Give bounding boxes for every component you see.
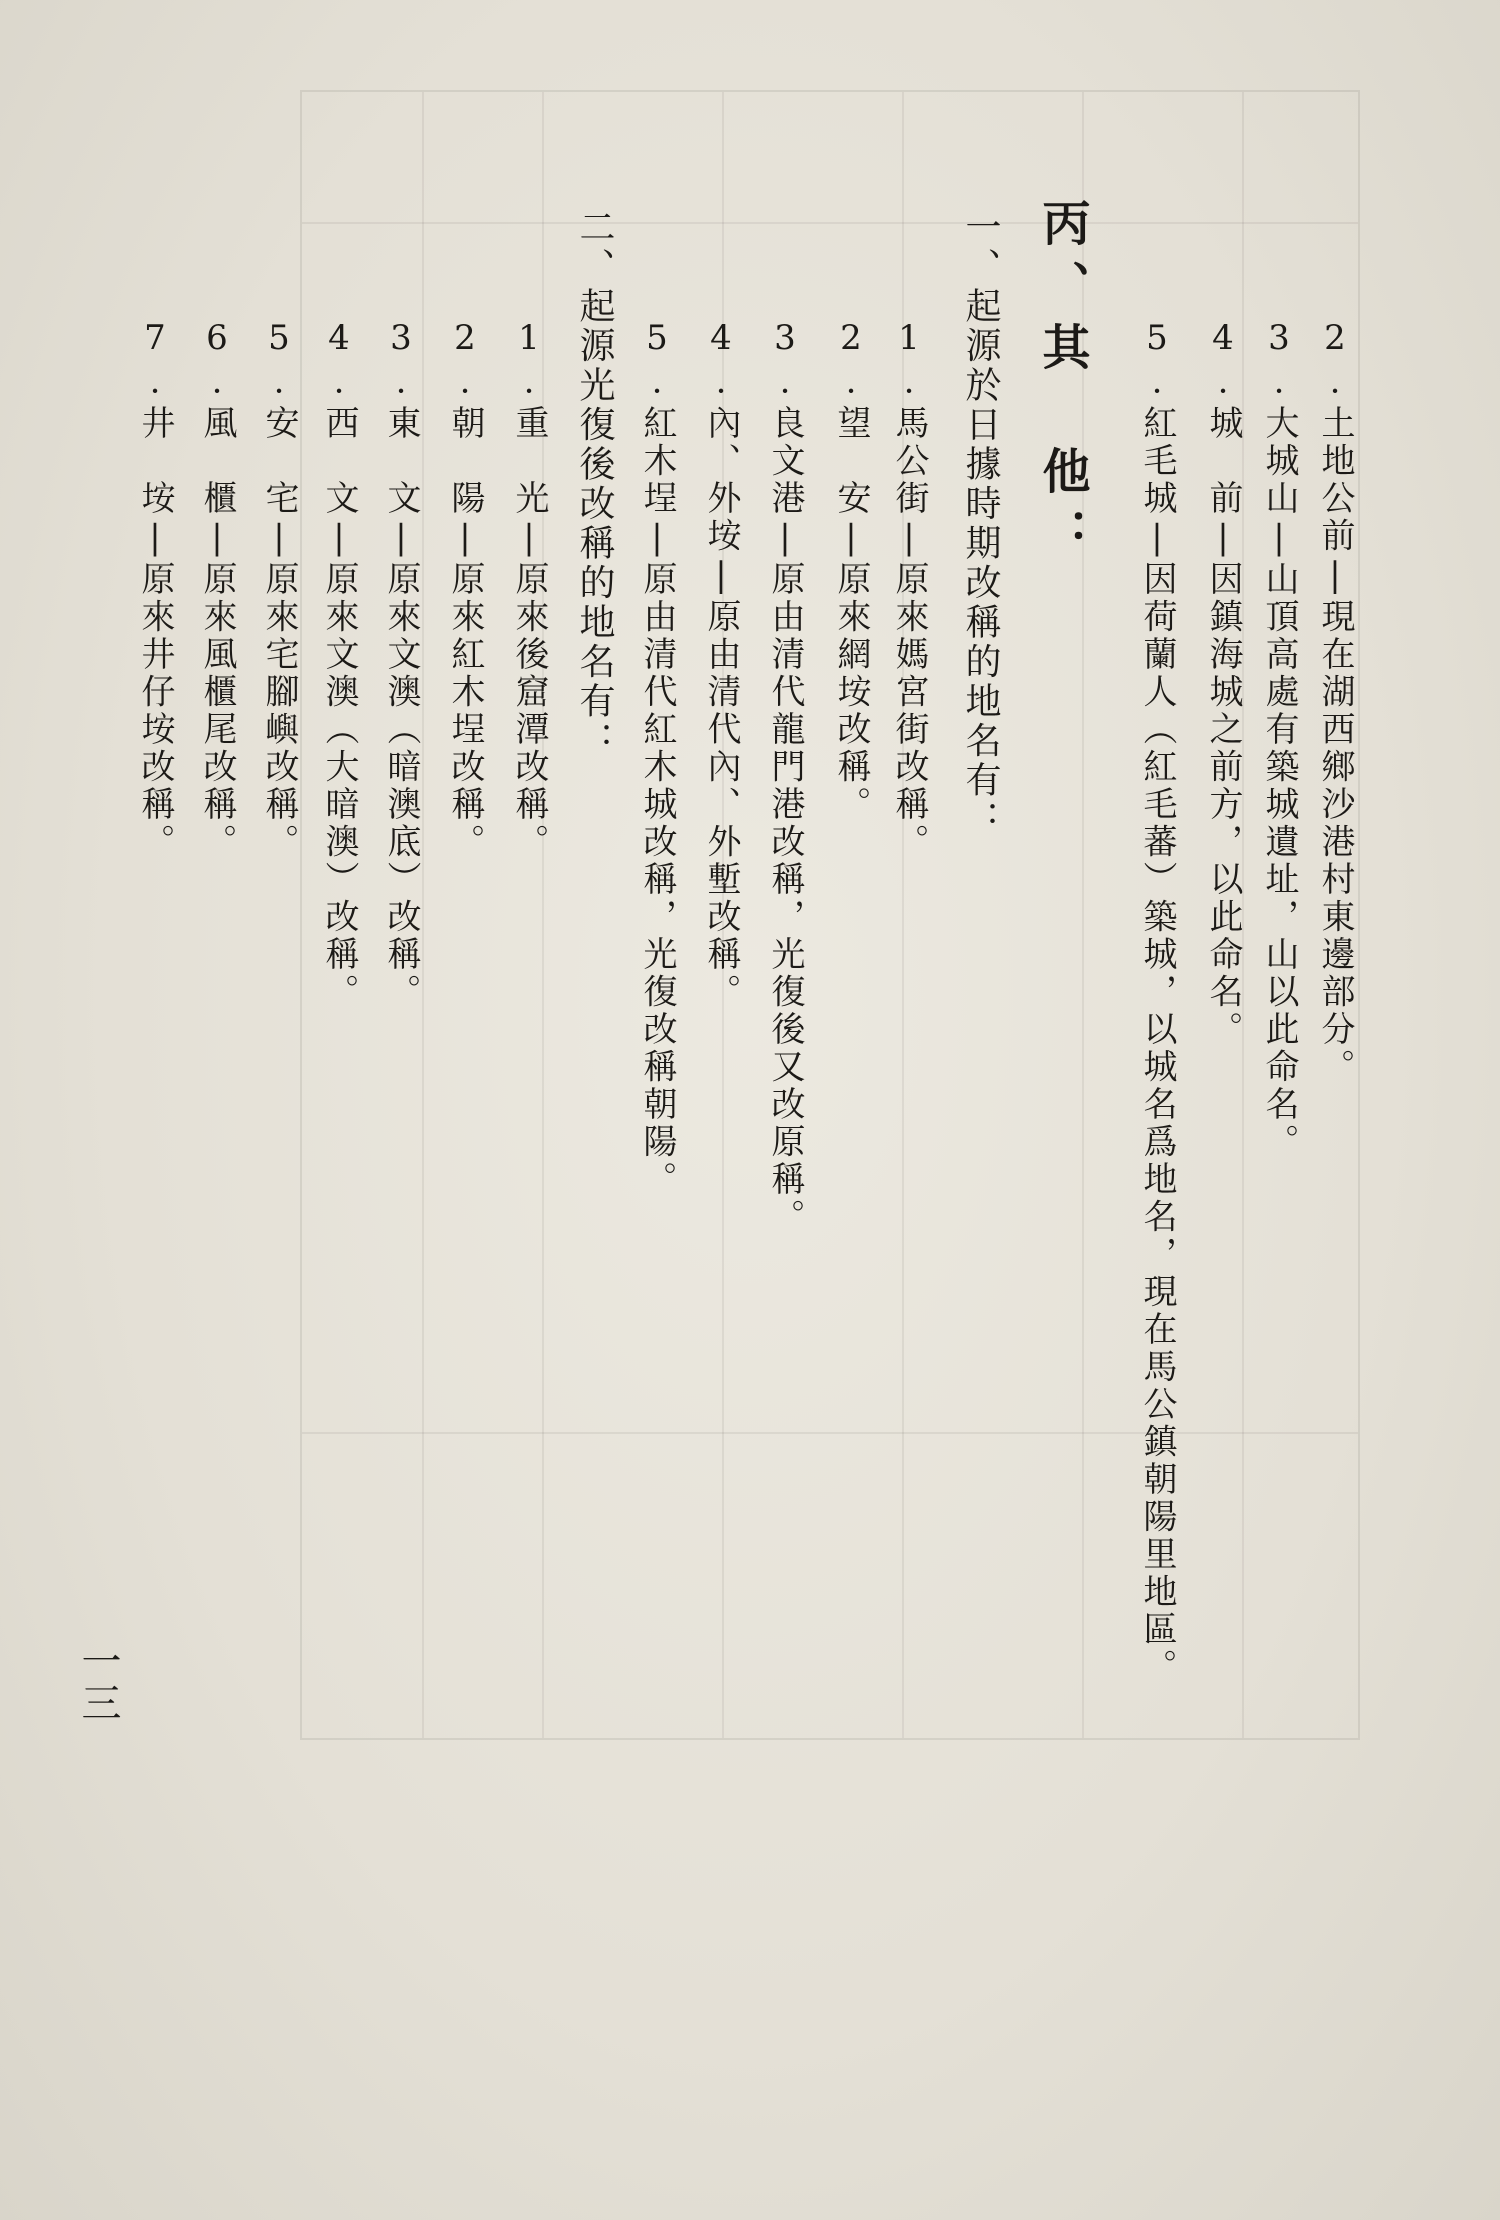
subsection-2-item-7: 7.井 垵|原來井仔垵改稱。 (135, 318, 175, 861)
subsection-1-item-5: 5.紅木埕|原由清代紅木城改稱，光復改稱朝陽。 (637, 318, 677, 1199)
section-heading: 丙、其 他： (1034, 198, 1090, 570)
continued-item-4: 4.城 前|因鎮海城之前方，以此命名。 (1203, 318, 1243, 1049)
continued-item-2: 2.土地公前|現在湖西鄉沙港村東邊部分。 (1315, 318, 1355, 1086)
subsection-1-title: 一、起源於日據時期改稱的地名有： (960, 208, 1001, 840)
subsection-1-item-2: 2.望 安|原來網垵改稱。 (831, 318, 871, 824)
subsection-1-item-1: 1.馬公街|原來媽宮街改稱。 (889, 318, 929, 861)
subsection-2-item-6: 6.風 櫃|原來風櫃尾改稱。 (197, 318, 237, 861)
continued-item-3: 3.大城山|山頂高處有築城遺址，山以此命名。 (1259, 318, 1299, 1161)
subsection-2-item-5: 5.安 宅|原來宅腳嶼改稱。 (259, 318, 299, 861)
page-number: 一三 (75, 1640, 121, 1724)
subsection-1-item-3: 3.良文港|原由清代龍門港改稱，光復後又改原稱。 (765, 318, 805, 1236)
continued-item-5: 5.紅毛城|因荷蘭人（紅毛蕃）築城，以城名爲地名，現在馬公鎮朝陽里地區。 (1137, 318, 1177, 1686)
subsection-1-item-4: 4.內、外垵|原由清代內、外塹改稱。 (701, 318, 741, 1011)
subsection-2-item-1: 1.重 光|原來後窟潭改稱。 (509, 318, 549, 861)
subsection-2-item-4: 4.西 文|原來文澳（大暗澳）改稱。 (319, 318, 359, 1011)
subsection-2-item-3: 3.東 文|原來文澳（暗澳底）改稱。 (381, 318, 421, 1011)
subsection-2-title: 二、起源光復後改稱的地名有： (574, 208, 615, 761)
subsection-2-item-2: 2.朝 陽|原來紅木埕改稱。 (445, 318, 485, 861)
